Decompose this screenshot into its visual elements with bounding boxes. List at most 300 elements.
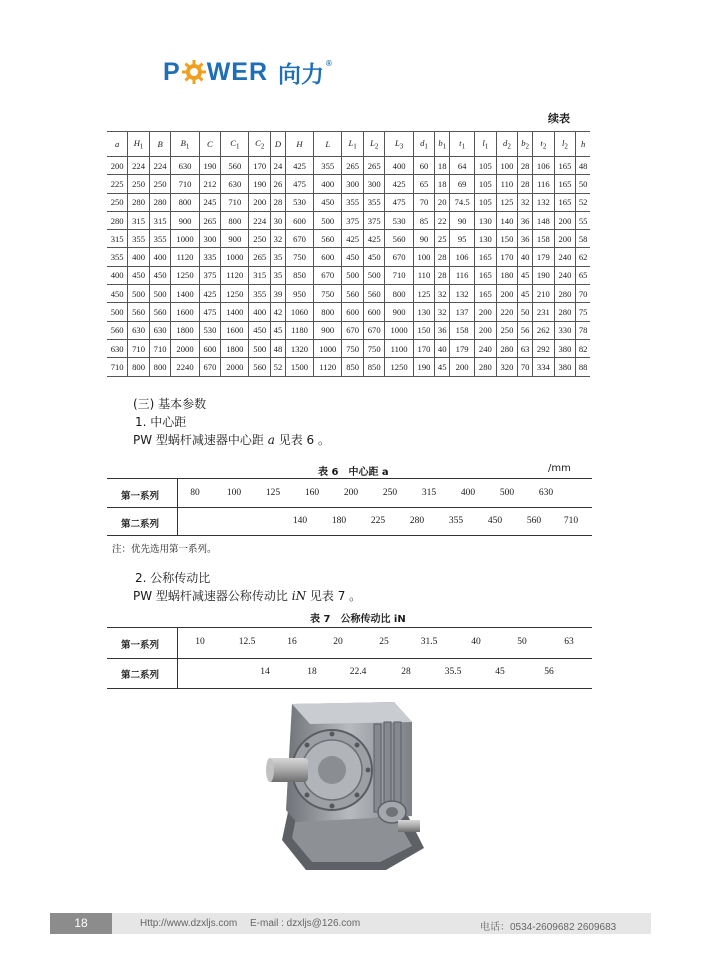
table-cell: 250 xyxy=(496,321,518,339)
table-cell: 137 xyxy=(450,303,475,321)
table-cell: 74.5 xyxy=(450,193,475,211)
table-cell: 375 xyxy=(199,266,221,284)
table-cell: 116 xyxy=(450,266,475,284)
table-cell: 280 xyxy=(149,193,171,211)
series-value: 28 xyxy=(401,667,411,677)
column-header: $C_1$ xyxy=(221,132,249,157)
table-cell: 32 xyxy=(271,230,286,248)
table-cell: 800 xyxy=(128,358,150,376)
column-header: B xyxy=(149,132,171,157)
table-row xyxy=(107,193,590,211)
table-cell: 425 xyxy=(285,157,313,175)
table-cell: 32 xyxy=(435,303,450,321)
table-cell: 355 xyxy=(107,248,128,266)
column-header: H xyxy=(285,132,313,157)
table-cell: 70 xyxy=(413,193,435,211)
para-var: a xyxy=(267,433,275,447)
table-cell: 500 xyxy=(363,266,385,284)
series-value: 40 xyxy=(471,637,481,647)
series-value: 355 xyxy=(448,516,464,526)
table-cell: 165 xyxy=(554,175,576,193)
table-cell: 560 xyxy=(221,157,249,175)
table-cell: 355 xyxy=(314,157,342,175)
table-cell: 900 xyxy=(171,211,199,229)
table-cell: 320 xyxy=(496,358,518,376)
table-cell: 105 xyxy=(475,193,497,211)
table-cell: 116 xyxy=(533,175,555,193)
table-cell: 1600 xyxy=(171,303,199,321)
table-cell: 500 xyxy=(249,339,271,357)
table-cell: 280 xyxy=(107,211,128,229)
table-cell: 750 xyxy=(285,248,313,266)
table-cell: 950 xyxy=(285,285,313,303)
table-cell: 334 xyxy=(533,358,555,376)
column-header: $d_2$ xyxy=(496,132,518,157)
table-rule xyxy=(107,535,592,536)
logo-cn: 向力 xyxy=(278,61,325,88)
table-cell: 90 xyxy=(450,211,475,229)
para-text: 见表 7 。 xyxy=(306,589,362,603)
table-cell: 600 xyxy=(363,303,385,321)
table-cell: 130 xyxy=(475,230,497,248)
table-rule xyxy=(107,627,592,628)
table-cell: 35 xyxy=(271,248,286,266)
table-cell: 130 xyxy=(475,211,497,229)
table-cell: 425 xyxy=(199,285,221,303)
para-text: PW 型蜗杆减速器中心距 xyxy=(133,433,268,447)
table-cell: 280 xyxy=(475,358,497,376)
series-value: 450 xyxy=(487,516,503,526)
table-cell: 210 xyxy=(533,285,555,303)
column-header: D xyxy=(271,132,286,157)
table-rule xyxy=(177,627,178,688)
series-value: 200 xyxy=(343,488,359,498)
table-cell: 900 xyxy=(385,303,413,321)
table-cell: 190 xyxy=(533,266,555,284)
table-cell: 170 xyxy=(249,157,271,175)
table-cell: 1250 xyxy=(221,285,249,303)
table-cell: 88 xyxy=(576,358,590,376)
table-cell: 630 xyxy=(171,157,199,175)
column-header: $C_2$ xyxy=(249,132,271,157)
table-cell: 165 xyxy=(475,266,497,284)
table-cell: 60 xyxy=(413,157,435,175)
table-cell: 200 xyxy=(496,285,518,303)
table-rule xyxy=(177,478,178,535)
series-value: 125 xyxy=(265,488,281,498)
table6-note: 注：优先选用第一系列。 xyxy=(112,544,217,555)
table-cell: 65 xyxy=(413,175,435,193)
table-cell: 630 xyxy=(107,339,128,357)
table-cell: 250 xyxy=(107,193,128,211)
series-value: 31.5 xyxy=(420,637,438,647)
column-header: $L_1$ xyxy=(342,132,364,157)
table-cell: 530 xyxy=(385,211,413,229)
table-cell: 630 xyxy=(149,321,171,339)
table-row xyxy=(107,339,590,357)
table-cell: 560 xyxy=(149,303,171,321)
table-cell: 670 xyxy=(314,266,342,284)
paragraph-center-distance xyxy=(133,431,330,448)
column-header: $H_1$ xyxy=(128,132,150,157)
table-cell: 140 xyxy=(496,211,518,229)
series-value: 160 xyxy=(304,488,320,498)
series-value: 22.4 xyxy=(349,667,367,677)
table-cell: 530 xyxy=(285,193,313,211)
table-row xyxy=(107,230,590,248)
table-cell: 190 xyxy=(199,157,221,175)
table-cell: 500 xyxy=(149,285,171,303)
table-cell: 710 xyxy=(385,266,413,284)
table-cell: 560 xyxy=(342,285,364,303)
table-cell: 240 xyxy=(475,339,497,357)
section-title: (三) 基本参数 xyxy=(133,397,207,411)
table-cell: 165 xyxy=(475,248,497,266)
subsection-title-center-distance: 1. 中心距 xyxy=(135,415,187,429)
table-cell: 165 xyxy=(475,285,497,303)
table-cell: 1000 xyxy=(221,248,249,266)
table-cell: 45 xyxy=(518,266,533,284)
table-cell: 25 xyxy=(435,230,450,248)
table-cell: 1250 xyxy=(171,266,199,284)
table-cell: 52 xyxy=(576,193,590,211)
table-cell: 1500 xyxy=(285,358,313,376)
dimension-table xyxy=(107,131,590,377)
table-cell: 850 xyxy=(363,358,385,376)
column-header: $B_1$ xyxy=(171,132,199,157)
table-cell: 165 xyxy=(554,193,576,211)
table-cell: 850 xyxy=(285,266,313,284)
table-cell: 63 xyxy=(518,339,533,357)
table-cell: 179 xyxy=(450,339,475,357)
series-value: 140 xyxy=(292,516,308,526)
table-cell: 250 xyxy=(128,175,150,193)
table-cell: 1100 xyxy=(385,339,413,357)
table-cell: 300 xyxy=(363,175,385,193)
table-cell: 32 xyxy=(518,193,533,211)
para-text: 见表 6 。 xyxy=(274,433,330,447)
table-cell: 85 xyxy=(413,211,435,229)
column-header: $t_2$ xyxy=(533,132,555,157)
table-cell: 670 xyxy=(342,321,364,339)
series-value: 250 xyxy=(382,488,398,498)
series-value: 50 xyxy=(517,637,527,647)
table-cell: 1800 xyxy=(221,339,249,357)
table-cell: 64 xyxy=(450,157,475,175)
table-cell: 475 xyxy=(199,303,221,321)
table-cell: 100 xyxy=(496,157,518,175)
table-cell: 450 xyxy=(107,285,128,303)
series-value: 630 xyxy=(538,488,554,498)
table-cell: 500 xyxy=(128,285,150,303)
table-cell: 600 xyxy=(314,248,342,266)
table-row xyxy=(107,211,590,229)
table-cell: 265 xyxy=(342,157,364,175)
table-cell: 450 xyxy=(249,321,271,339)
table-cell: 560 xyxy=(107,321,128,339)
table-cell: 20 xyxy=(435,193,450,211)
table-cell: 200 xyxy=(249,193,271,211)
table-cell: 65 xyxy=(576,266,590,284)
table-cell: 630 xyxy=(128,321,150,339)
table-cell: 148 xyxy=(533,211,555,229)
column-header: $L_3$ xyxy=(385,132,413,157)
table-cell: 1180 xyxy=(285,321,313,339)
column-header: h xyxy=(576,132,590,157)
table-cell: 180 xyxy=(496,266,518,284)
table-cell: 18 xyxy=(435,157,450,175)
table-cell: 28 xyxy=(435,266,450,284)
table-cell: 375 xyxy=(342,211,364,229)
table-cell: 105 xyxy=(475,175,497,193)
table-cell: 670 xyxy=(285,230,313,248)
table-cell: 280 xyxy=(554,303,576,321)
table-cell: 40 xyxy=(518,248,533,266)
table-cell: 240 xyxy=(554,248,576,266)
table-cell: 58 xyxy=(576,230,590,248)
table-cell: 130 xyxy=(413,303,435,321)
table-cell: 24 xyxy=(271,157,286,175)
table-cell: 200 xyxy=(475,321,497,339)
table-cell: 28 xyxy=(518,157,533,175)
table-cell: 150 xyxy=(496,230,518,248)
table7-caption: 表 7 公称传动比 iN xyxy=(310,614,406,625)
series-value: 18 xyxy=(307,667,317,677)
column-header: $L_2$ xyxy=(363,132,385,157)
table-cell: 200 xyxy=(475,303,497,321)
table-cell: 36 xyxy=(518,230,533,248)
table-cell: 750 xyxy=(314,285,342,303)
table-cell: 355 xyxy=(128,230,150,248)
table-cell: 39 xyxy=(271,285,286,303)
series-value: 14 xyxy=(260,667,270,677)
table-cell: 125 xyxy=(413,285,435,303)
table-row xyxy=(107,266,590,284)
table-cell: 70 xyxy=(518,358,533,376)
table-cell: 315 xyxy=(149,211,171,229)
series-value: 12.5 xyxy=(238,637,256,647)
table-cell: 250 xyxy=(249,230,271,248)
table-cell: 70 xyxy=(576,285,590,303)
table-cell: 56 xyxy=(518,321,533,339)
table-cell: 330 xyxy=(554,321,576,339)
table-cell: 150 xyxy=(413,321,435,339)
column-header: C xyxy=(199,132,221,157)
column-header: $t_1$ xyxy=(450,132,475,157)
table-cell: 425 xyxy=(385,175,413,193)
table-cell: 1800 xyxy=(171,321,199,339)
table-cell: 500 xyxy=(107,303,128,321)
series-value: 16 xyxy=(287,637,297,647)
footer-website: Http://www.dzxljs.com xyxy=(140,918,238,929)
row-label-first-series: 第一系列 xyxy=(121,640,160,651)
table-cell: 48 xyxy=(271,339,286,357)
table-cell: 2000 xyxy=(171,339,199,357)
table-cell: 280 xyxy=(128,193,150,211)
table-cell: 300 xyxy=(342,175,364,193)
column-header: a xyxy=(107,132,128,157)
table-cell: 55 xyxy=(576,211,590,229)
table-cell: 28 xyxy=(271,193,286,211)
table-cell: 1320 xyxy=(285,339,313,357)
table-rule xyxy=(107,478,592,479)
table-cell: 630 xyxy=(221,175,249,193)
table-cell: 250 xyxy=(149,175,171,193)
column-header: L xyxy=(314,132,342,157)
series-value: 500 xyxy=(499,488,515,498)
continued-label: 续表 xyxy=(548,112,570,125)
table-cell: 710 xyxy=(107,358,128,376)
series-value: 80 xyxy=(190,488,200,498)
table-cell: 2240 xyxy=(171,358,199,376)
table-cell: 315 xyxy=(128,211,150,229)
table-cell: 158 xyxy=(533,230,555,248)
table-cell: 400 xyxy=(314,175,342,193)
row-label-first-series: 第一系列 xyxy=(121,491,160,502)
table-cell: 36 xyxy=(518,211,533,229)
table-cell: 265 xyxy=(199,211,221,229)
table-body xyxy=(107,157,590,377)
table-cell: 2000 xyxy=(221,358,249,376)
table-cell: 28 xyxy=(435,248,450,266)
table-cell: 380 xyxy=(554,339,576,357)
table-cell: 212 xyxy=(199,175,221,193)
table-row xyxy=(107,321,590,339)
table-row xyxy=(107,285,590,303)
table-cell: 106 xyxy=(450,248,475,266)
para-var: iN xyxy=(291,589,307,603)
table-cell: 231 xyxy=(533,303,555,321)
table-cell: 800 xyxy=(221,211,249,229)
table-cell: 355 xyxy=(363,193,385,211)
table-cell: 200 xyxy=(450,358,475,376)
series-value: 400 xyxy=(460,488,476,498)
series-value: 315 xyxy=(421,488,437,498)
table-cell: 355 xyxy=(342,193,364,211)
table-cell: 190 xyxy=(249,175,271,193)
table-cell: 100 xyxy=(413,248,435,266)
table-cell: 450 xyxy=(149,266,171,284)
series-value: 25 xyxy=(379,637,389,647)
table-cell: 106 xyxy=(533,157,555,175)
table-cell: 265 xyxy=(363,157,385,175)
series-value: 63 xyxy=(564,637,574,647)
table-cell: 600 xyxy=(285,211,313,229)
table-cell: 52 xyxy=(271,358,286,376)
table-rule xyxy=(107,658,592,659)
table-cell: 165 xyxy=(554,157,576,175)
table-cell: 45 xyxy=(435,358,450,376)
table-cell: 560 xyxy=(128,303,150,321)
logo-registered: ® xyxy=(326,59,332,68)
reducer-product-image xyxy=(266,700,428,876)
table-cell: 1120 xyxy=(171,248,199,266)
series-value: 280 xyxy=(409,516,425,526)
series-value: 56 xyxy=(544,667,554,677)
table-cell: 1250 xyxy=(385,358,413,376)
table-cell: 110 xyxy=(496,175,518,193)
table-cell: 450 xyxy=(128,266,150,284)
table-row xyxy=(107,303,590,321)
table-cell: 425 xyxy=(342,230,364,248)
table-cell: 400 xyxy=(149,248,171,266)
table-cell: 95 xyxy=(450,230,475,248)
table-cell: 75 xyxy=(576,303,590,321)
table-cell: 450 xyxy=(363,248,385,266)
table-cell: 69 xyxy=(450,175,475,193)
table-cell: 500 xyxy=(314,211,342,229)
table-cell: 600 xyxy=(199,339,221,357)
table-cell: 200 xyxy=(107,157,128,175)
table-rule xyxy=(107,507,592,508)
row-label-second-series: 第二系列 xyxy=(121,670,160,681)
table-cell: 710 xyxy=(128,339,150,357)
table-cell: 315 xyxy=(107,230,128,248)
table-rule xyxy=(107,688,592,689)
table-cell: 280 xyxy=(554,285,576,303)
table-cell: 450 xyxy=(314,193,342,211)
table-cell: 400 xyxy=(107,266,128,284)
table-cell: 158 xyxy=(450,321,475,339)
table-cell: 750 xyxy=(363,339,385,357)
table-cell: 245 xyxy=(199,193,221,211)
table-cell: 190 xyxy=(413,358,435,376)
table-cell: 1400 xyxy=(221,303,249,321)
table-row xyxy=(107,248,590,266)
table-cell: 560 xyxy=(363,285,385,303)
table-cell: 475 xyxy=(285,175,313,193)
table-cell: 26 xyxy=(271,175,286,193)
table-cell: 380 xyxy=(554,358,576,376)
table-cell: 292 xyxy=(533,339,555,357)
series-value: 10 xyxy=(195,637,205,647)
table-cell: 224 xyxy=(149,157,171,175)
table-cell: 132 xyxy=(450,285,475,303)
table6 xyxy=(107,478,592,536)
gear-icon xyxy=(182,60,206,84)
table-cell: 560 xyxy=(314,230,342,248)
table-row xyxy=(107,175,590,193)
series-value: 45 xyxy=(495,667,505,677)
table-cell: 220 xyxy=(496,303,518,321)
table-cell: 500 xyxy=(342,266,364,284)
table-cell: 315 xyxy=(249,266,271,284)
table-cell: 262 xyxy=(533,321,555,339)
table-cell: 800 xyxy=(314,303,342,321)
table-cell: 375 xyxy=(363,211,385,229)
table6-unit: /mm xyxy=(548,463,571,474)
table-cell: 670 xyxy=(199,358,221,376)
table-cell: 530 xyxy=(199,321,221,339)
table-cell: 800 xyxy=(385,285,413,303)
table-cell: 40 xyxy=(435,339,450,357)
logo-wordmark: P WER xyxy=(163,57,269,86)
table-cell: 280 xyxy=(496,339,518,357)
table-cell: 45 xyxy=(518,285,533,303)
table-cell: 110 xyxy=(413,266,435,284)
table-cell: 35 xyxy=(271,266,286,284)
table-cell: 82 xyxy=(576,339,590,357)
page-footer xyxy=(50,913,651,934)
table-cell: 850 xyxy=(342,358,364,376)
table-row xyxy=(107,358,590,376)
column-header: $l_1$ xyxy=(475,132,497,157)
table-cell: 224 xyxy=(128,157,150,175)
table-cell: 900 xyxy=(314,321,342,339)
table-cell: 400 xyxy=(128,248,150,266)
table-row xyxy=(107,157,590,175)
table-cell: 18 xyxy=(435,175,450,193)
